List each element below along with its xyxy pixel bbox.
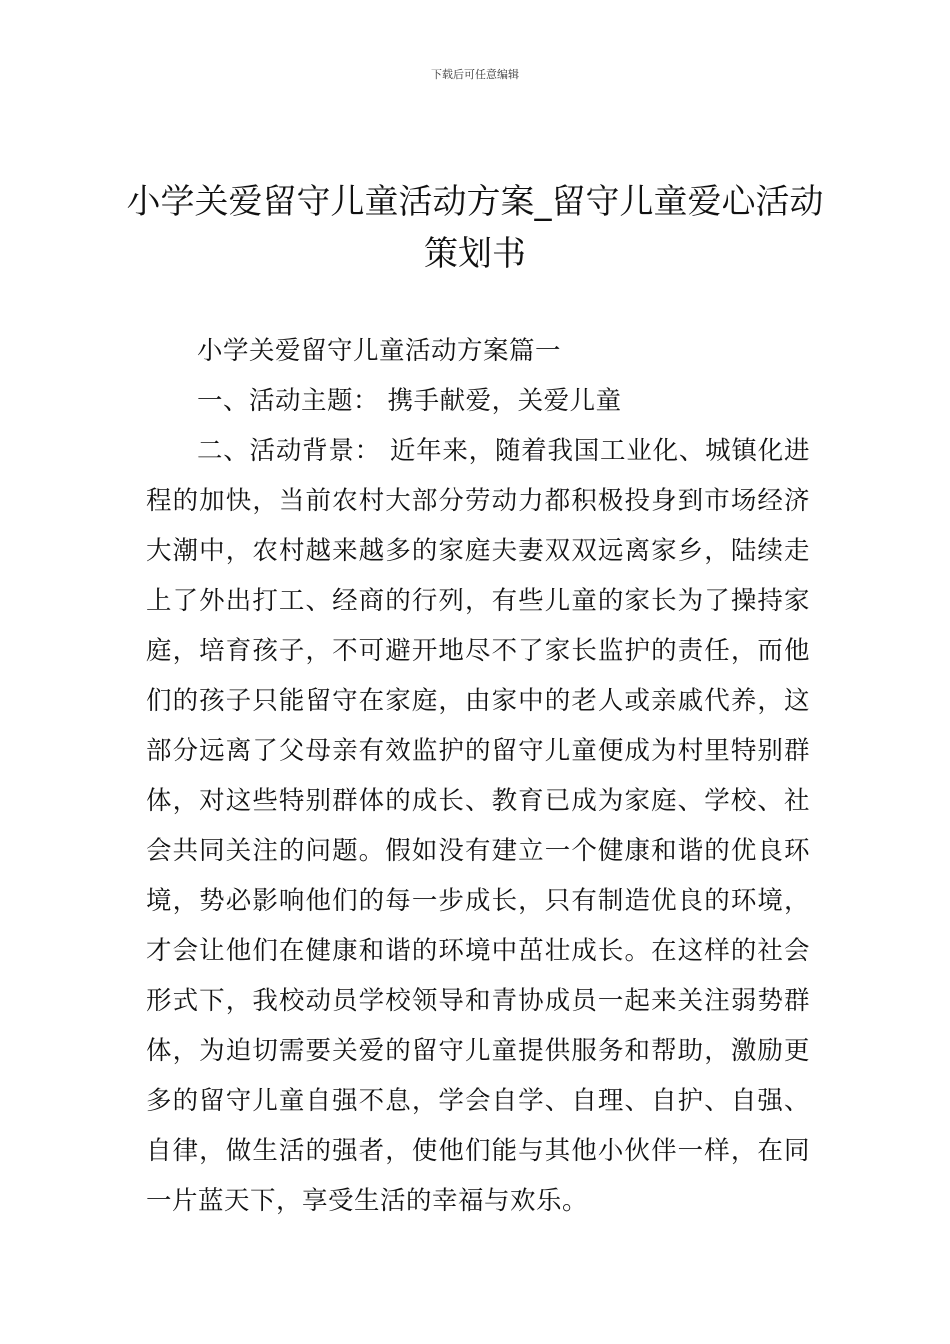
activity-background-paragraph: 二、活动背景： 近年来，随着我国工业化、城镇化进程的加快，当前农村大部分劳动力都积极投身到市场经济大潮中，农村越来越多的家庭夫妻双双远离家乡，陆续走上了外出打工、经商的行列，有些儿童的家长为了操持家庭，培育孩子，不可避开地尽不了家长监护的责任，而他们的孩子只能留守在家庭，由家中的老人或亲戚代养，这部分远离了父母亲有效监护的留守儿童便成为村里特别群体，对这些特别群体的成长、教育已成为家庭、学校、社会共同关注的问题。假如没有建立一个健康和谐的优良环境，势必影响他们的每一步成长，只有制造优良的环境，才会让他们在健康和谐的环境中茁壮成长。在这样的社会形式下，我校动员学校领导和青协成员一起来关注弱势群体，为迫切需要关爱的留守儿童提供服务和帮助，激励更多的留守儿童自强不息，学会自学、自理、自护、自强、自律，做生活的强者，使他们能与其他小伙伴一样，在同一片蓝天下，享受生活的幸福与欢乐。: [146, 436, 810, 1216]
document-title: 小学关爱留守儿童活动方案_留守儿童爱心活动策划书: [126, 182, 824, 274]
activity-theme-paragraph: 一、活动主题： 携手献爱，关爱儿童: [197, 386, 622, 416]
document-body: [146, 326, 810, 1226]
section-heading: 小学关爱留守儿童活动方案篇一: [197, 336, 562, 366]
header-note: 下载后可任意编辑: [431, 68, 519, 81]
